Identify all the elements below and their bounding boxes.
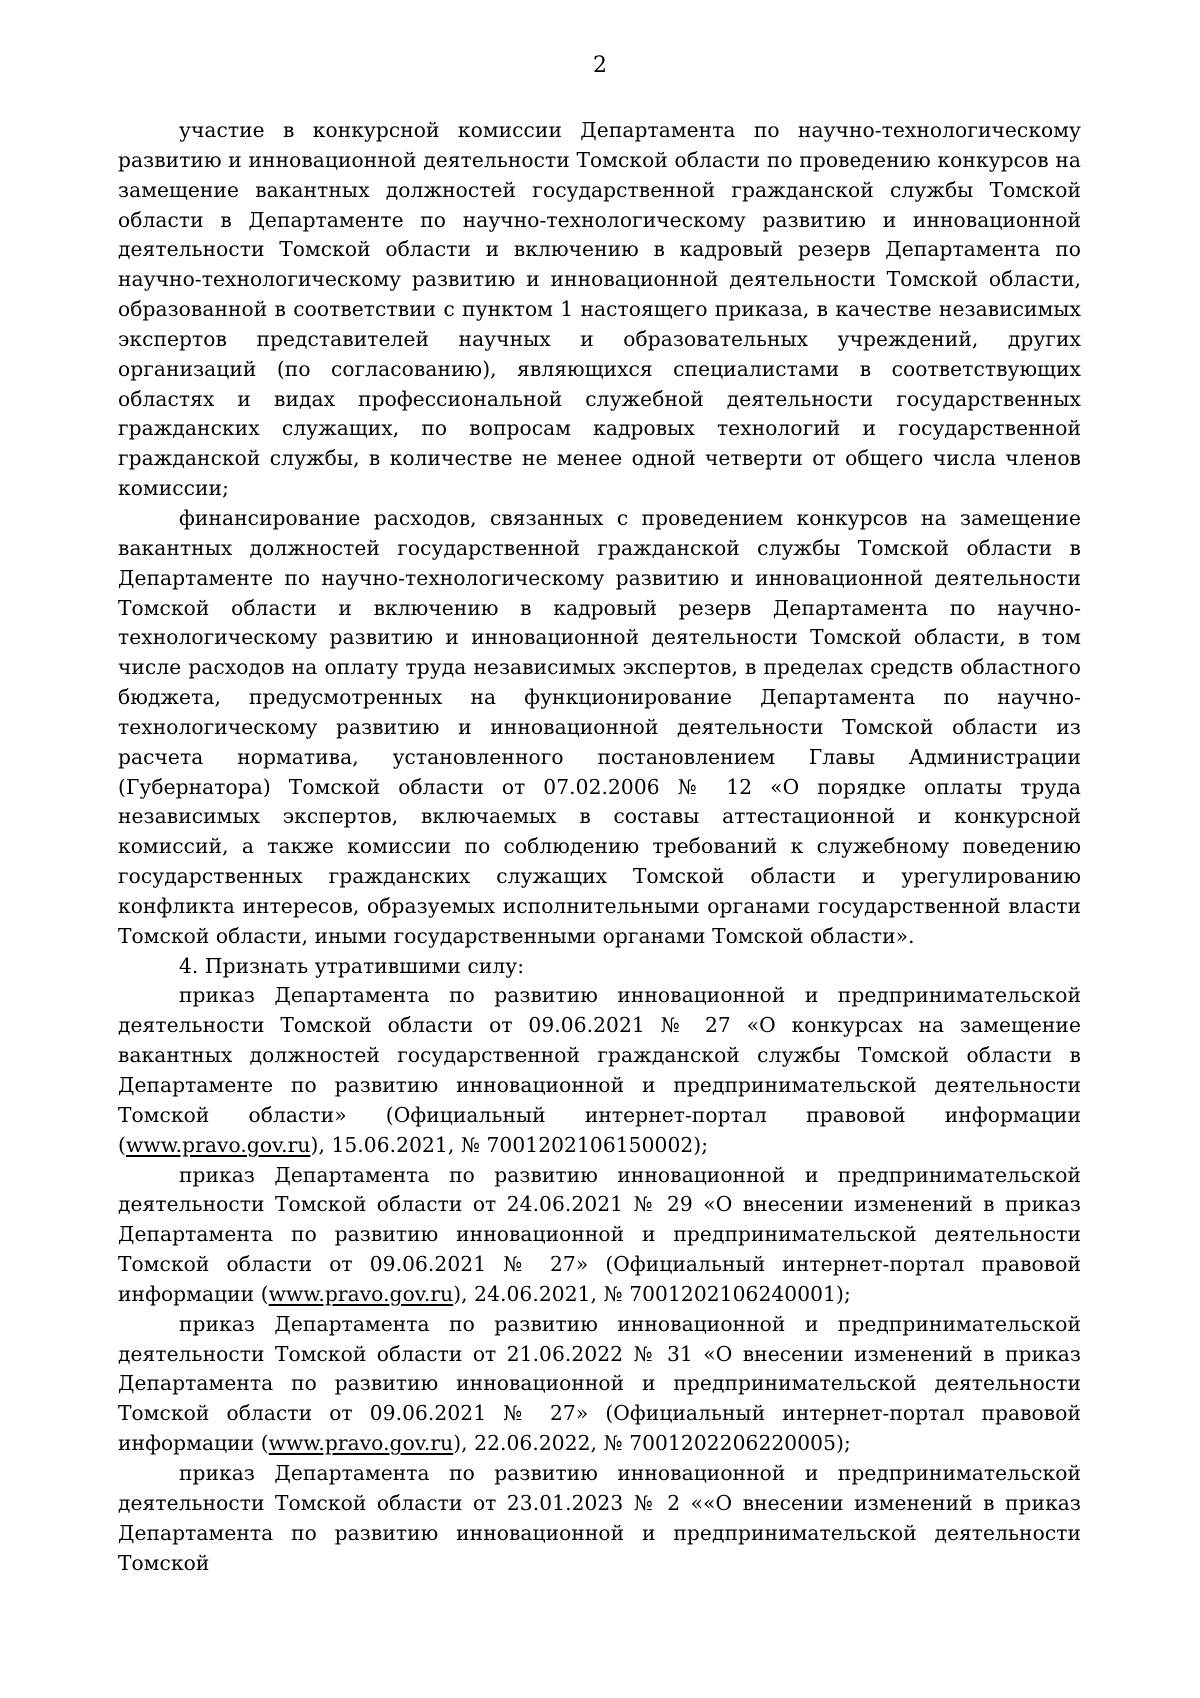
repealed-order-3-text: приказ Департамента по развитию инновационной и предпринимательской деятельности Томской области от 21.06.2022 № 31 «О внесении изменений в приказ Департамента по развитию инновационной и предпринимательской деятельности Томской области от 09.06.2021 № 27» (Официальный интернет-портал правовой информации ( xyxy=(118,1311,1081,1456)
item-4-heading: 4. Признать утратившими силу: xyxy=(179,953,525,978)
document-body xyxy=(118,116,1081,1578)
repealed-order-1-tail: ), 15.06.2021, № 7001202106150002); xyxy=(310,1132,709,1157)
repealed-order-paragraph-2 xyxy=(118,1161,1081,1310)
repealed-order-paragraph-1 xyxy=(118,981,1081,1160)
repealed-order-2-portal-link[interactable]: www.pravo.gov.ru xyxy=(268,1281,454,1306)
commission-participation-paragraph: участие в конкурсной комиссии Департамента по научно-технологическому развитию и инновационной деятельности Томской области по проведению конкурсов на замещение вакантных должностей государственной гражданской службы Томской области в Департаменте по научно-технологическому развитию и инновационной деятельности Томской области и включению в кадровый резерв Департамента по научно-технологическому развитию и инновационной деятельности Томской области, образованной в соответствии с пунктом 1 настоящего приказа, в качестве независимых экспертов представителей научных и образовательных учреждений, других организаций (по согласованию), являющихся специалистами в соответствующих областях и видах профессиональной служебной деятельности государственных гражданских служащих, по вопросам кадровых технологий и государственной гражданской службы, в количестве не менее одной четверти от общего числа членов комиссии; xyxy=(118,118,1081,501)
repealed-order-3-portal-link[interactable]: www.pravo.gov.ru xyxy=(268,1431,454,1456)
repealed-order-1-text: приказ Департамента по развитию инновационной и предпринимательской деятельности Томской области от 09.06.2021 № 27 «О конкурсах на замещение вакантных должностей государственной гражданской службы Томской области в Департаменте по развитию инновационной и предпринимательской деятельности Томской области» (Официальный интернет-портал правовой информации ( xyxy=(118,983,1081,1157)
repealed-order-2-text: приказ Департамента по развитию инновационной и предпринимательской деятельности Томской области от 24.06.2021 № 29 «О внесении изменений в приказ Департамента по развитию инновационной и предпринимательской деятельности Томской области от 09.06.2021 № 27» (Официальный интернет-портал правовой информации ( xyxy=(118,1162,1081,1306)
repealed-order-paragraph-4: приказ Департамента по развитию инновационной и предпринимательской деятельности Томской области от 23.01.2023 № 2 ««О внесении изменений в приказ Департамента по развитию инновационной и предпринимательской деятельности Томской xyxy=(118,1460,1081,1575)
repealed-order-3-tail: ), 22.06.2022, № 7001202206220005); xyxy=(453,1431,851,1456)
repealed-order-paragraph-3 xyxy=(118,1310,1081,1459)
repealed-order-1-portal-link[interactable]: www.pravo.gov.ru xyxy=(125,1132,311,1157)
financing-expenses-paragraph: финансирование расходов, связанных с проведением конкурсов на замещение вакантных должностей государственной гражданской службы Томской области в Департаменте по научно-технологическому развитию и инновационной деятельности Томской области и включению в кадровый резерв Департамента по научно-технологическому развитию и инновационной деятельности Томской области, в том числе расходов на оплату труда независимых экспертов, в пределах средств областного бюджета, предусмотренных на функционирование Департамента по научно-технологическому развитию и инновационной деятельности Томской области из расчета норматива, установленного постановлением Главы Администрации (Губернатора) Томской области от 07.02.2006 № 12 «О порядке оплаты труда независимых экспертов, включаемых в составы аттестационной и конкурсной комиссий, а также комиссии по соблюдению требований к служебному поведению государственных гражданских служащих Томской области и урегулированию конфликта интересов, образуемых исполнительными органами государственной власти Томской области, иными государственными органами Томской области». xyxy=(118,505,1081,948)
repealed-order-2-tail: ), 24.06.2021, № 7001202106240001); xyxy=(453,1281,851,1306)
page-number: 2 xyxy=(593,53,607,78)
